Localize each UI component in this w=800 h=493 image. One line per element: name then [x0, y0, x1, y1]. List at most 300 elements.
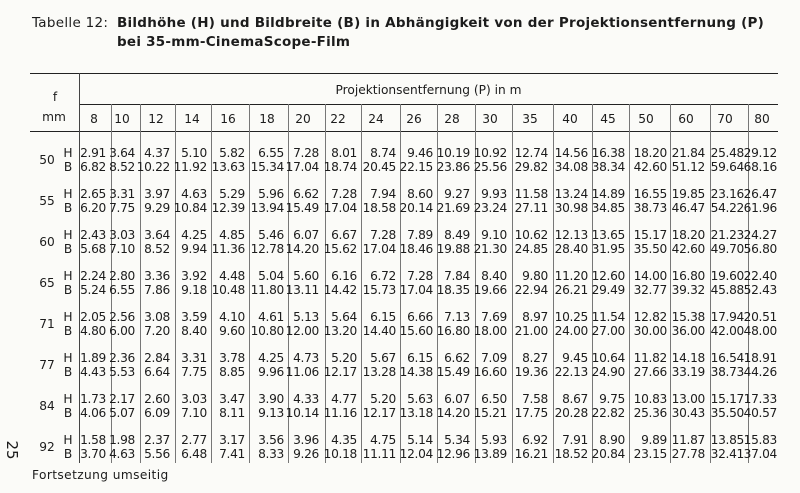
- height-value: 3.36: [144, 269, 170, 283]
- width-value: 28.40: [554, 242, 588, 256]
- height-value: 10.62: [514, 228, 548, 242]
- height-value: 2.80: [109, 269, 135, 283]
- width-value: 45.88: [710, 283, 744, 297]
- height-value: 8.49: [444, 228, 470, 242]
- width-value: 10.80: [250, 324, 284, 338]
- width-value: 21.30: [473, 242, 507, 256]
- width-value: 17.04: [362, 242, 396, 256]
- b-label: B: [63, 447, 73, 461]
- distance-header: 28: [444, 112, 460, 126]
- height-value: 8.27: [522, 351, 548, 365]
- height-value: 7.28: [407, 269, 433, 283]
- width-value: 18.52: [554, 447, 588, 461]
- width-value: 19.66: [473, 283, 507, 297]
- height-value: 7.94: [370, 187, 396, 201]
- height-value: 3.08: [144, 310, 170, 324]
- width-value: 14.38: [399, 365, 433, 379]
- height-value: 7.58: [522, 392, 548, 406]
- width-value: 14.40: [362, 324, 396, 338]
- height-value: 3.90: [258, 392, 284, 406]
- width-value: 44.26: [743, 365, 777, 379]
- height-value: 2.37: [144, 433, 170, 447]
- width-value: 10.48: [211, 283, 245, 297]
- width-value: 38.73: [633, 201, 667, 215]
- height-value: 9.80: [522, 269, 548, 283]
- height-value: 1.89: [80, 351, 106, 365]
- height-value: 4.63: [181, 187, 207, 201]
- height-value: 3.78: [219, 351, 245, 365]
- distance-header: 45: [600, 112, 616, 126]
- width-value: 7.86: [144, 283, 170, 297]
- height-value: 10.19: [436, 146, 470, 160]
- height-value: 25.48: [710, 146, 744, 160]
- width-value: 51.12: [671, 160, 705, 174]
- width-value: 20.28: [554, 406, 588, 420]
- width-value: 18.35: [436, 283, 470, 297]
- width-value: 12.17: [323, 365, 357, 379]
- width-value: 6.64: [144, 365, 170, 379]
- width-value: 12.04: [399, 447, 433, 461]
- height-value: 16.54: [710, 351, 744, 365]
- distance-header: 24: [368, 112, 384, 126]
- width-value: 30.00: [633, 324, 667, 338]
- height-value: 10.92: [473, 146, 507, 160]
- width-value: 5.53: [109, 365, 135, 379]
- height-value: 5.96: [258, 187, 284, 201]
- b-label: B: [63, 365, 73, 379]
- height-value: 21.23: [710, 228, 744, 242]
- height-value: 5.93: [481, 433, 507, 447]
- width-value: 20.45: [362, 160, 396, 174]
- height-value: 11.58: [514, 187, 548, 201]
- height-value: 6.72: [370, 269, 396, 283]
- height-value: 24.27: [743, 228, 777, 242]
- width-value: 14.42: [323, 283, 357, 297]
- height-value: 19.85: [671, 187, 705, 201]
- width-value: 7.10: [181, 406, 207, 420]
- height-value: 18.91: [743, 351, 777, 365]
- distance-header: 35: [522, 112, 538, 126]
- height-value: 12.60: [591, 269, 625, 283]
- width-value: 10.22: [136, 160, 170, 174]
- width-value: 9.18: [181, 283, 207, 297]
- width-value: 39.32: [671, 283, 705, 297]
- table-label: Tabelle 12:: [32, 15, 109, 31]
- width-value: 3.70: [80, 447, 106, 461]
- width-value: 22.13: [554, 365, 588, 379]
- height-value: 2.05: [80, 310, 106, 324]
- width-value: 6.20: [80, 201, 106, 215]
- width-value: 52.43: [743, 283, 777, 297]
- height-value: 5.20: [370, 392, 396, 406]
- height-value: 6.15: [407, 351, 433, 365]
- width-value: 9.29: [144, 201, 170, 215]
- width-value: 9.26: [293, 447, 319, 461]
- width-value: 12.78: [250, 242, 284, 256]
- height-value: 18.20: [633, 146, 667, 160]
- height-value: 2.56: [109, 310, 135, 324]
- distance-header: 14: [184, 112, 200, 126]
- height-value: 9.75: [599, 392, 625, 406]
- width-value: 46.47: [671, 201, 705, 215]
- height-value: 2.36: [109, 351, 135, 365]
- width-value: 21.00: [514, 324, 548, 338]
- width-value: 29.49: [591, 283, 625, 297]
- height-value: 2.17: [109, 392, 135, 406]
- rule-top: [30, 73, 778, 74]
- width-value: 5.68: [80, 242, 106, 256]
- width-value: 7.75: [181, 365, 207, 379]
- height-value: 4.75: [370, 433, 396, 447]
- header-mm: mm: [42, 110, 66, 124]
- distance-header: 40: [562, 112, 578, 126]
- height-value: 5.34: [444, 433, 470, 447]
- width-value: 35.50: [633, 242, 667, 256]
- width-value: 11.06: [285, 365, 319, 379]
- height-value: 13.65: [591, 228, 625, 242]
- width-value: 22.94: [514, 283, 548, 297]
- h-label: H: [63, 269, 73, 283]
- rule-mid: [79, 104, 778, 105]
- b-label: B: [63, 283, 73, 297]
- height-value: 14.00: [633, 269, 667, 283]
- width-value: 14.20: [285, 242, 319, 256]
- height-value: 6.16: [331, 269, 357, 283]
- width-value: 24.90: [591, 365, 625, 379]
- height-value: 5.10: [181, 146, 207, 160]
- height-value: 11.20: [554, 269, 588, 283]
- height-value: 5.20: [331, 351, 357, 365]
- height-value: 6.66: [407, 310, 433, 324]
- distance-header: 12: [148, 112, 164, 126]
- focal-length: 65: [39, 276, 55, 290]
- height-value: 4.73: [293, 351, 319, 365]
- h-label: H: [63, 392, 73, 406]
- width-value: 13.94: [250, 201, 284, 215]
- height-value: 9.27: [444, 187, 470, 201]
- height-value: 20.51: [743, 310, 777, 324]
- height-value: 15.38: [671, 310, 705, 324]
- height-value: 14.56: [554, 146, 588, 160]
- height-value: 13.24: [554, 187, 588, 201]
- width-value: 6.48: [181, 447, 207, 461]
- continuation-note: Fortsetzung umseitig: [32, 468, 169, 482]
- height-value: 5.60: [293, 269, 319, 283]
- height-value: 7.84: [444, 269, 470, 283]
- width-value: 33.19: [671, 365, 705, 379]
- height-value: 7.09: [481, 351, 507, 365]
- width-value: 5.56: [144, 447, 170, 461]
- height-value: 11.87: [671, 433, 705, 447]
- height-value: 5.13: [293, 310, 319, 324]
- height-value: 2.84: [144, 351, 170, 365]
- width-value: 15.49: [436, 365, 470, 379]
- width-value: 5.24: [80, 283, 106, 297]
- table-title: [117, 14, 797, 52]
- h-label: H: [63, 146, 73, 160]
- height-value: 4.35: [331, 433, 357, 447]
- width-value: 34.08: [554, 160, 588, 174]
- height-value: 10.64: [591, 351, 625, 365]
- width-value: 23.86: [436, 160, 470, 174]
- width-value: 40.57: [743, 406, 777, 420]
- distance-header: 80: [754, 112, 770, 126]
- width-value: 19.88: [436, 242, 470, 256]
- height-value: 9.45: [562, 351, 588, 365]
- width-value: 12.00: [285, 324, 319, 338]
- width-value: 12.39: [211, 201, 245, 215]
- height-value: 9.46: [407, 146, 433, 160]
- width-value: 26.21: [554, 283, 588, 297]
- height-value: 8.40: [481, 269, 507, 283]
- width-value: 30.43: [671, 406, 705, 420]
- height-value: 4.33: [293, 392, 319, 406]
- width-value: 49.70: [710, 242, 744, 256]
- height-value: 11.82: [633, 351, 667, 365]
- height-value: 4.10: [219, 310, 245, 324]
- height-value: 3.03: [181, 392, 207, 406]
- table-caption: [32, 14, 765, 50]
- width-value: 10.84: [173, 201, 207, 215]
- width-value: 11.36: [211, 242, 245, 256]
- distance-header: 16: [220, 112, 236, 126]
- width-value: 16.80: [436, 324, 470, 338]
- height-value: 15.17: [633, 228, 667, 242]
- width-value: 59.64: [710, 160, 744, 174]
- width-value: 48.00: [743, 324, 777, 338]
- height-value: 4.25: [258, 351, 284, 365]
- height-value: 3.97: [144, 187, 170, 201]
- height-value: 5.46: [258, 228, 284, 242]
- width-value: 6.82: [80, 160, 106, 174]
- height-value: 1.58: [80, 433, 106, 447]
- width-value: 7.75: [109, 201, 135, 215]
- height-value: 4.85: [219, 228, 245, 242]
- width-value: 42.00: [710, 324, 744, 338]
- width-value: 13.11: [285, 283, 319, 297]
- height-value: 16.80: [671, 269, 705, 283]
- height-value: 4.77: [331, 392, 357, 406]
- height-value: 5.04: [258, 269, 284, 283]
- height-value: 10.83: [633, 392, 667, 406]
- height-value: 7.91: [562, 433, 588, 447]
- height-value: 12.13: [554, 228, 588, 242]
- width-value: 7.20: [144, 324, 170, 338]
- width-value: 23.24: [473, 201, 507, 215]
- height-value: 13.00: [671, 392, 705, 406]
- width-value: 25.36: [633, 406, 667, 420]
- width-value: 22.15: [399, 160, 433, 174]
- distance-header: 10: [114, 112, 130, 126]
- width-value: 16.21: [514, 447, 548, 461]
- height-value: 2.43: [80, 228, 106, 242]
- width-value: 42.60: [633, 160, 667, 174]
- width-value: 18.58: [362, 201, 396, 215]
- width-value: 16.60: [473, 365, 507, 379]
- height-value: 15.83: [743, 433, 777, 447]
- width-value: 15.62: [323, 242, 357, 256]
- distance-header: 18: [259, 112, 275, 126]
- title-line-1: Bildhöhe (H) und Bildbreite (B) in Abhängigkeit von der Projektionsentfernung (P): [117, 15, 765, 31]
- height-value: 26.47: [743, 187, 777, 201]
- width-value: 15.60: [399, 324, 433, 338]
- width-value: 17.04: [323, 201, 357, 215]
- h-label: H: [63, 310, 73, 324]
- width-value: 37.04: [743, 447, 777, 461]
- width-value: 13.89: [473, 447, 507, 461]
- height-value: 5.82: [219, 146, 245, 160]
- height-value: 22.40: [743, 269, 777, 283]
- width-value: 8.52: [144, 242, 170, 256]
- page-number: 25: [3, 440, 21, 460]
- distance-header: 50: [638, 112, 654, 126]
- height-value: 6.50: [481, 392, 507, 406]
- height-value: 6.07: [293, 228, 319, 242]
- width-value: 29.82: [514, 160, 548, 174]
- height-value: 8.60: [407, 187, 433, 201]
- height-value: 9.89: [641, 433, 667, 447]
- height-value: 3.31: [181, 351, 207, 365]
- width-value: 14.20: [436, 406, 470, 420]
- height-value: 2.77: [181, 433, 207, 447]
- height-value: 11.54: [591, 310, 625, 324]
- height-value: 23.16: [710, 187, 744, 201]
- height-value: 18.20: [671, 228, 705, 242]
- width-value: 6.55: [109, 283, 135, 297]
- width-value: 12.17: [362, 406, 396, 420]
- b-label: B: [63, 406, 73, 420]
- width-value: 27.66: [633, 365, 667, 379]
- width-value: 30.98: [554, 201, 588, 215]
- height-value: 5.63: [407, 392, 433, 406]
- width-value: 12.96: [436, 447, 470, 461]
- height-value: 15.17: [710, 392, 744, 406]
- width-value: 15.21: [473, 406, 507, 420]
- h-label: H: [63, 351, 73, 365]
- height-value: 14.18: [671, 351, 705, 365]
- width-value: 32.41: [710, 447, 744, 461]
- width-value: 38.34: [591, 160, 625, 174]
- height-value: 12.82: [633, 310, 667, 324]
- width-value: 54.22: [710, 201, 744, 215]
- height-value: 4.48: [219, 269, 245, 283]
- height-value: 6.15: [370, 310, 396, 324]
- width-value: 18.00: [473, 324, 507, 338]
- height-value: 7.13: [444, 310, 470, 324]
- width-value: 11.80: [250, 283, 284, 297]
- h-label: H: [63, 187, 73, 201]
- width-value: 8.33: [258, 447, 284, 461]
- height-value: 8.97: [522, 310, 548, 324]
- width-value: 25.56: [473, 160, 507, 174]
- height-value: 7.28: [370, 228, 396, 242]
- height-value: 3.59: [181, 310, 207, 324]
- height-value: 6.62: [444, 351, 470, 365]
- height-value: 4.37: [144, 146, 170, 160]
- height-value: 2.60: [144, 392, 170, 406]
- focal-length: 50: [39, 153, 55, 167]
- width-value: 8.11: [219, 406, 245, 420]
- b-label: B: [63, 242, 73, 256]
- focal-length: 92: [39, 440, 55, 454]
- height-value: 6.07: [444, 392, 470, 406]
- width-value: 17.04: [285, 160, 319, 174]
- focal-length: 55: [39, 194, 55, 208]
- b-label: B: [63, 160, 73, 174]
- width-value: 32.77: [633, 283, 667, 297]
- distance-header: 30: [482, 112, 498, 126]
- height-value: 7.28: [293, 146, 319, 160]
- width-value: 4.43: [80, 365, 106, 379]
- focal-length: 71: [39, 317, 55, 331]
- width-value: 24.85: [514, 242, 548, 256]
- width-value: 27.78: [671, 447, 705, 461]
- height-value: 13.85: [710, 433, 744, 447]
- height-value: 3.92: [181, 269, 207, 283]
- width-value: 31.95: [591, 242, 625, 256]
- height-value: 4.25: [181, 228, 207, 242]
- height-value: 7.69: [481, 310, 507, 324]
- height-value: 3.17: [219, 433, 245, 447]
- b-label: B: [63, 201, 73, 215]
- width-value: 13.20: [323, 324, 357, 338]
- width-value: 4.80: [80, 324, 106, 338]
- height-value: 14.89: [591, 187, 625, 201]
- width-value: 20.14: [399, 201, 433, 215]
- width-value: 11.11: [362, 447, 396, 461]
- height-value: 2.65: [80, 187, 106, 201]
- width-value: 11.16: [323, 406, 357, 420]
- height-value: 16.38: [591, 146, 625, 160]
- width-value: 9.96: [258, 365, 284, 379]
- distance-header: 70: [717, 112, 733, 126]
- title-line-2: bei 35-mm-CinemaScope-Film: [117, 34, 351, 50]
- height-value: 3.96: [293, 433, 319, 447]
- distance-header: 60: [678, 112, 694, 126]
- width-value: 11.92: [173, 160, 207, 174]
- height-value: 6.67: [331, 228, 357, 242]
- distance-header: 20: [295, 112, 311, 126]
- width-value: 9.94: [181, 242, 207, 256]
- focal-length: 77: [39, 358, 55, 372]
- width-value: 13.18: [399, 406, 433, 420]
- width-value: 15.34: [250, 160, 284, 174]
- width-value: 7.41: [219, 447, 245, 461]
- width-value: 56.80: [743, 242, 777, 256]
- width-value: 21.69: [436, 201, 470, 215]
- height-value: 3.31: [109, 187, 135, 201]
- width-value: 23.15: [633, 447, 667, 461]
- width-value: 17.75: [514, 406, 548, 420]
- width-value: 42.60: [671, 242, 705, 256]
- height-value: 5.67: [370, 351, 396, 365]
- width-value: 8.85: [219, 365, 245, 379]
- width-value: 61.96: [743, 201, 777, 215]
- width-value: 4.06: [80, 406, 106, 420]
- width-value: 10.14: [285, 406, 319, 420]
- height-value: 6.62: [293, 187, 319, 201]
- width-value: 22.82: [591, 406, 625, 420]
- height-value: 9.93: [481, 187, 507, 201]
- height-value: 5.64: [331, 310, 357, 324]
- h-label: H: [63, 228, 73, 242]
- height-value: 21.84: [671, 146, 705, 160]
- height-value: 5.14: [407, 433, 433, 447]
- width-value: 5.07: [109, 406, 135, 420]
- distance-header: 8: [90, 112, 98, 126]
- height-value: 8.67: [562, 392, 588, 406]
- height-value: 4.61: [258, 310, 284, 324]
